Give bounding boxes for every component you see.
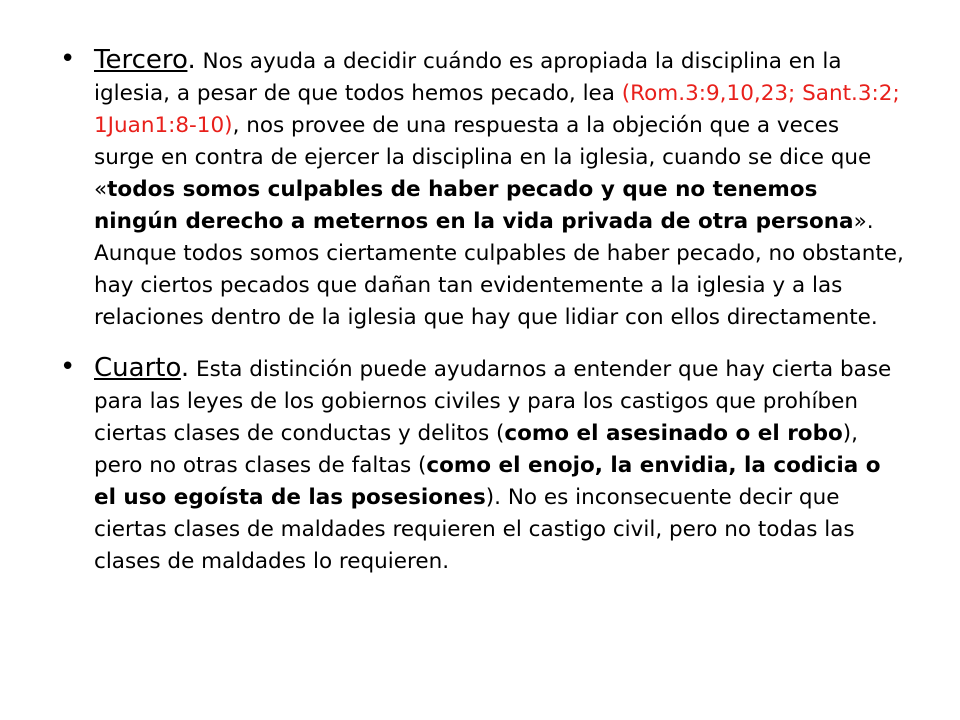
bullet-item-tercero — [60, 44, 905, 334]
bullet-text: ), pero no otras clases de faltas ( — [94, 421, 858, 478]
bullet-list — [60, 44, 905, 578]
scripture-reference: (Rom.3:9,10,23; Sant.3:2; 1Juan1:8-10) — [94, 81, 900, 138]
bullet-item-cuarto — [60, 352, 905, 578]
bullet-point: • — [60, 44, 76, 74]
bullet-point: • — [60, 352, 76, 382]
bold-example: como el asesinado o el robo — [504, 421, 843, 446]
bullet-text: , nos provee de una respuesta a la objeción que a veces surge en contra de ejercer la disciplina en la iglesia, cuando se dice que « — [94, 113, 872, 202]
bullet-lead-title: Tercero — [94, 45, 188, 75]
bullet-lead-punctuation: . — [187, 45, 196, 75]
bold-example: como el enojo, la envidia, la codicia o el uso egoísta de las posesiones — [94, 453, 881, 510]
bullet-text: ). No es inconsecuente decir que ciertas clases de maldades requieren el castigo civil, pero no todas las clases de maldades lo requieren. — [94, 485, 855, 574]
bullet-lead-punctuation: . — [180, 353, 190, 383]
bold-quote: todos somos culpables de haber pecado y que no tenemos ningún derecho a meternos en la vida privada de otra persona — [94, 177, 854, 234]
bullet-lead-title: Cuarto — [94, 353, 181, 383]
bullet-text: ». Aunque todos somos ciertamente culpables de haber pecado, no obstante, hay ciertos pecados que dañan tan evidentemente a la iglesia y a las relaciones dentro de la iglesia que hay que lidiar con ellos directamente. — [94, 209, 904, 330]
bullet-text: Nos ayuda a decidir cuándo es apropiada la disciplina en la iglesia, a pesar de que todos hemos pecado, lea — [94, 49, 842, 106]
bullet-text: Esta distinción puede ayudarnos a entender que hay cierta base para las leyes de los gobiernos civiles y para los castigos que prohíben ciertas clases de conductas y delitos ( — [94, 357, 892, 446]
